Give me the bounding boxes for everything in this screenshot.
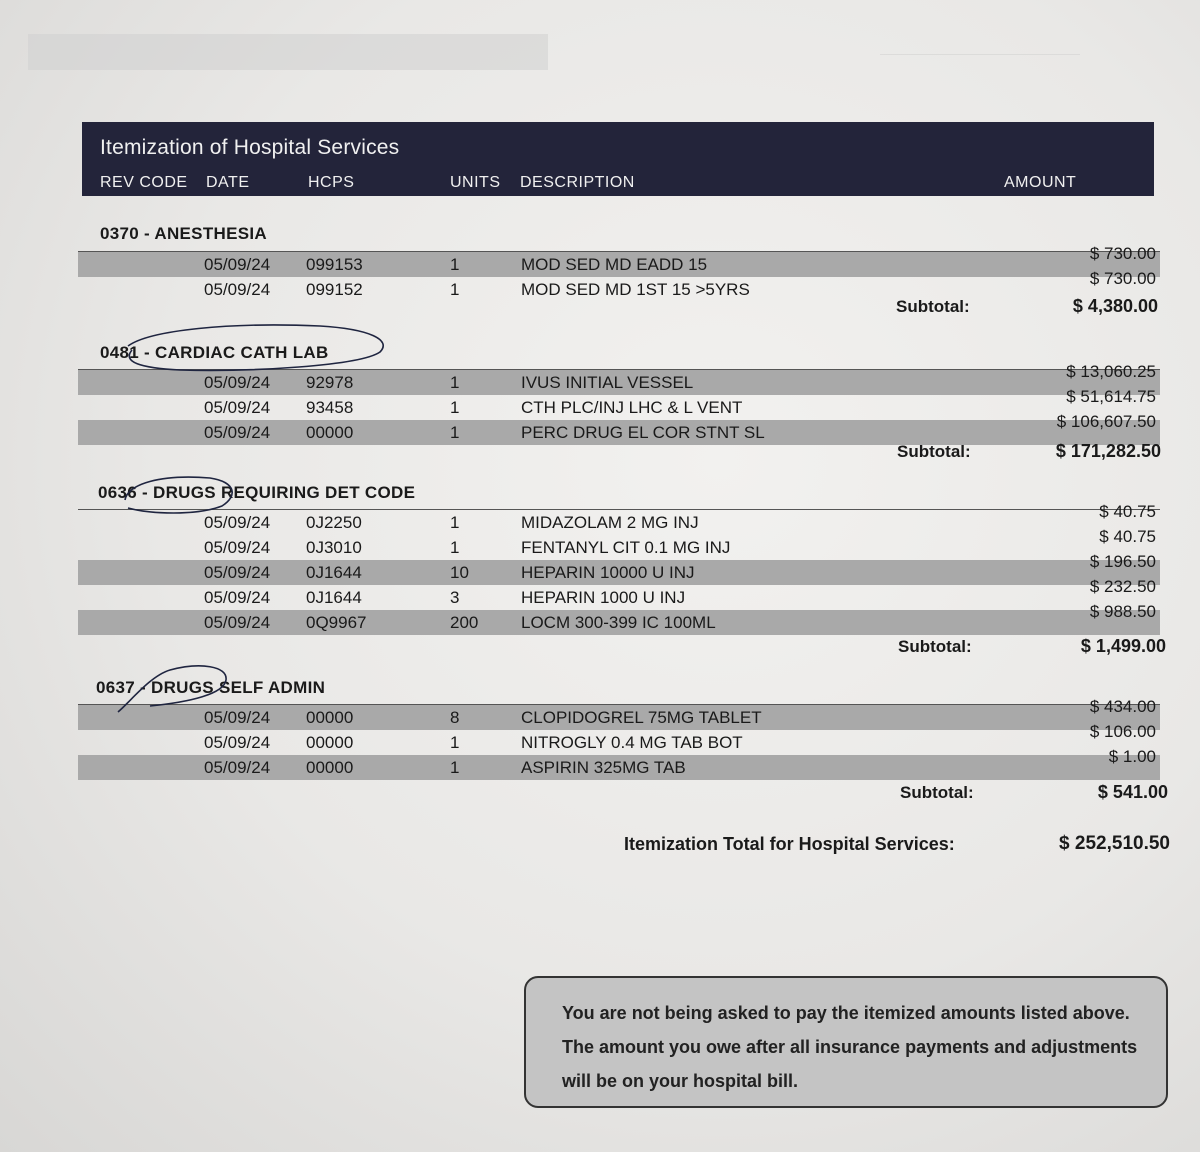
row-hcps: 00000 [306,423,354,442]
row-description: MOD SED MD 1ST 15 >5YRS [521,280,750,299]
row-amount: $ 40.75 [1099,527,1156,546]
subtotal-label: Subtotal: [897,442,971,461]
row-hcps: 0J3010 [306,538,362,557]
row-units: 1 [450,398,460,417]
row-description: MIDAZOLAM 2 MG INJ [521,513,699,532]
row-date: 05/09/24 [204,538,271,557]
subtotal-label: Subtotal: [898,637,972,656]
payment-notice-text: You are not being asked to pay the itemized amounts listed above. The amount you owe after all insurance payments and adjustments will be on your hospital bill. [562,1003,1138,1091]
subtotal-value: $ 4,380.00 [1072,296,1158,316]
section-title-cardiac-cath-lab: 0481 - CARDIAC CATH LAB [100,343,329,362]
ink-circle-cardiac [128,325,383,370]
row-hcps: 92978 [306,373,354,392]
row-units: 1 [450,513,460,532]
section-title-drugs-det-code: 0636 - DRUGS REQUIRING DET CODE [98,483,416,502]
row-units: 3 [450,588,460,607]
subtotal-value: $ 541.00 [1097,782,1168,802]
row-units: 1 [450,758,460,777]
row-date: 05/09/24 [204,373,271,392]
row-hcps: 099152 [306,280,363,299]
row-date: 05/09/24 [204,513,271,532]
col-units: UNITS [450,174,501,191]
row-description: LOCM 300-399 IC 100ML [521,613,716,632]
row-date: 05/09/24 [204,423,271,442]
ink-circle-self-admin [118,666,226,712]
row-description: CLOPIDOGREL 75MG TABLET [521,708,762,727]
subtotal-value: $ 1,499.00 [1080,636,1166,656]
row-description: IVUS INITIAL VESSEL [521,373,694,392]
row-units: 1 [450,373,460,392]
document-title: Itemization of Hospital Services [100,136,400,159]
col-rev-code: REV CODE [100,174,188,191]
row-amount: $ 196.50 [1089,552,1156,571]
row-amount: $ 106.00 [1089,722,1156,741]
row-amount: $ 232.50 [1089,577,1156,596]
row-date: 05/09/24 [204,613,271,632]
col-amount: AMOUNT [1004,174,1077,191]
grand-total-value: $ 252,510.50 [1059,833,1170,854]
subtotal-value: $ 171,282.50 [1055,441,1161,461]
row-units: 200 [450,613,479,632]
row-date: 05/09/24 [204,588,271,607]
ink-circle-drugs [125,477,232,513]
row-units: 1 [450,280,460,299]
row-date: 05/09/24 [204,563,271,582]
col-description: DESCRIPTION [520,174,635,191]
row-description: MOD SED MD EADD 15 [521,255,708,274]
row-amount: $ 40.75 [1099,502,1156,521]
row-date: 05/09/24 [204,398,271,417]
section-title-drugs-self-admin: 0637 - DRUGS SELF ADMIN [96,678,326,697]
row-hcps: 00000 [306,733,354,752]
subtotal-label: Subtotal: [900,783,974,802]
row-description: HEPARIN 10000 U INJ [521,563,695,582]
row-description: HEPARIN 1000 U INJ [521,588,686,607]
row-description: FENTANYL CIT 0.1 MG INJ [521,538,731,557]
section-title-anesthesia: 0370 - ANESTHESIA [100,224,267,243]
row-units: 8 [450,708,460,727]
row-hcps: 0Q9967 [306,613,367,632]
row-description: NITROGLY 0.4 MG TAB BOT [521,733,743,752]
row-date: 05/09/24 [204,758,271,777]
row-amount: $ 988.50 [1089,602,1156,621]
row-description: PERC DRUG EL COR STNT SL [521,423,765,442]
col-date: DATE [206,174,250,191]
row-date: 05/09/24 [204,280,271,299]
row-amount: $ 51,614.75 [1066,387,1156,406]
row-units: 1 [450,538,460,557]
row-amount: $ 730.00 [1089,244,1156,263]
row-units: 1 [450,733,460,752]
grand-total-label: Itemization Total for Hospital Services: [624,834,955,854]
row-units: 1 [450,255,460,274]
row-units: 10 [450,563,469,582]
col-hcps: HCPS [308,174,355,191]
row-hcps: 0J1644 [306,588,362,607]
row-amount: $ 1.00 [1108,747,1156,766]
row-date: 05/09/24 [204,708,271,727]
row-amount: $ 106,607.50 [1056,412,1156,431]
row-units: 1 [450,423,460,442]
subtotal-label: Subtotal: [896,297,970,316]
row-hcps: 0J1644 [306,563,362,582]
row-hcps: 00000 [306,758,354,777]
row-hcps: 0J2250 [306,513,362,532]
row-amount: $ 13,060.25 [1066,362,1156,381]
row-hcps: 00000 [306,708,354,727]
row-amount: $ 730.00 [1089,269,1156,288]
row-date: 05/09/24 [204,255,271,274]
row-hcps: 099153 [306,255,363,274]
row-description: ASPIRIN 325MG TAB [521,758,686,777]
row-amount: $ 434.00 [1089,697,1156,716]
row-date: 05/09/24 [204,733,271,752]
row-description: CTH PLC/INJ LHC & L VENT [521,398,743,417]
row-hcps: 93458 [306,398,354,417]
